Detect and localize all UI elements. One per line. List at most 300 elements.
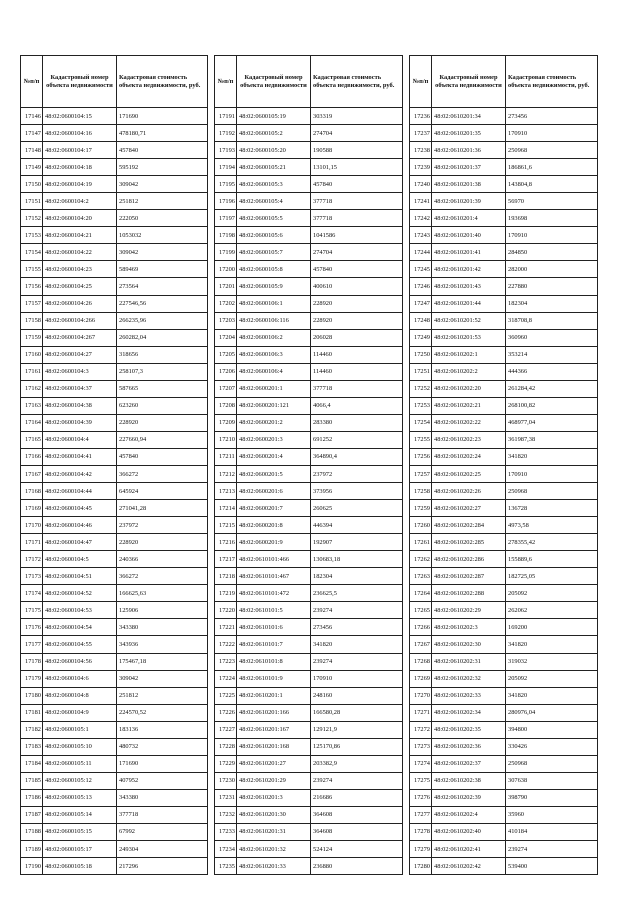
row-number-cell: 17193 bbox=[215, 142, 237, 159]
cadastral-number-cell: 48:02:0600104:21 bbox=[43, 227, 117, 244]
cadastral-value-cell: 249304 bbox=[117, 841, 208, 858]
cadastral-number-cell: 48:02:0600201:1 bbox=[237, 380, 311, 397]
cadastral-value-cell: 407952 bbox=[117, 772, 208, 789]
table-row bbox=[410, 517, 598, 534]
row-number-cell: 17156 bbox=[21, 278, 43, 295]
row-number-cell: 17234 bbox=[215, 841, 237, 858]
table-row bbox=[215, 397, 403, 414]
table-row bbox=[215, 193, 403, 210]
table-row bbox=[21, 585, 208, 602]
cadastral-number-cell: 48:02:0610202:36 bbox=[432, 738, 506, 755]
cadastral-number-cell: 48:02:0610201:53 bbox=[432, 329, 506, 346]
table-row bbox=[215, 738, 403, 755]
row-number-cell: 17150 bbox=[21, 176, 43, 193]
cadastral-number-cell: 48:02:0600105:4 bbox=[237, 193, 311, 210]
cadastral-value-cell: 228920 bbox=[311, 312, 403, 329]
cadastral-value-cell: 236625,5 bbox=[311, 585, 403, 602]
cadastral-value-cell: 319032 bbox=[506, 653, 598, 670]
cadastral-value-cell: 373956 bbox=[311, 483, 403, 500]
row-number-cell: 17278 bbox=[410, 823, 432, 840]
table-row bbox=[410, 687, 598, 704]
table-row bbox=[410, 551, 598, 568]
row-number-cell: 17267 bbox=[410, 636, 432, 653]
cadastral-number-cell: 48:02:0610202:38 bbox=[432, 772, 506, 789]
row-number-cell: 17208 bbox=[215, 397, 237, 414]
cadastral-value-cell: 341820 bbox=[506, 448, 598, 465]
cadastral-value-cell: 595192 bbox=[117, 159, 208, 176]
table-row bbox=[215, 278, 403, 295]
cadastral-value-cell: 182304 bbox=[311, 568, 403, 585]
cadastral-number-cell: 48:02:0600104:51 bbox=[43, 568, 117, 585]
row-number-cell: 17260 bbox=[410, 517, 432, 534]
table-row bbox=[215, 176, 403, 193]
cadastral-value-cell: 130683,18 bbox=[311, 551, 403, 568]
cadastral-value-cell: 186861,6 bbox=[506, 159, 598, 176]
table-row bbox=[215, 380, 403, 397]
cadastral-value-cell: 278355,42 bbox=[506, 534, 598, 551]
row-number-cell: 17271 bbox=[410, 704, 432, 721]
cadastral-value-cell: 268100,82 bbox=[506, 397, 598, 414]
cadastral-value-cell: 341820 bbox=[506, 636, 598, 653]
cadastral-number-cell: 48:02:0600104:18 bbox=[43, 159, 117, 176]
cadastral-number-cell: 48:02:0610202:4 bbox=[432, 806, 506, 823]
table-row bbox=[21, 210, 208, 227]
row-number-cell: 17210 bbox=[215, 431, 237, 448]
row-number-cell: 17199 bbox=[215, 244, 237, 261]
cadastral-number-cell: 48:02:0600104:39 bbox=[43, 414, 117, 431]
cadastral-value-cell: 183136 bbox=[117, 721, 208, 738]
table-body bbox=[215, 108, 403, 875]
cadastral-value-cell: 273456 bbox=[311, 619, 403, 636]
table-row bbox=[410, 636, 598, 653]
row-number-cell: 17276 bbox=[410, 789, 432, 806]
cadastral-number-cell: 48:02:0610201:168 bbox=[237, 738, 311, 755]
cadastral-number-cell: 48:02:0610201:42 bbox=[432, 261, 506, 278]
cadastral-value-cell: 170910 bbox=[506, 125, 598, 142]
row-number-cell: 17273 bbox=[410, 738, 432, 755]
row-number-cell: 17243 bbox=[410, 227, 432, 244]
table-row bbox=[410, 278, 598, 295]
cadastral-number-cell: 48:02:0610202:30 bbox=[432, 636, 506, 653]
cadastral-value-cell: 343380 bbox=[117, 789, 208, 806]
cadastral-number-cell: 48:02:0600104:46 bbox=[43, 517, 117, 534]
cadastral-number-cell: 48:02:0600104:52 bbox=[43, 585, 117, 602]
table-row bbox=[21, 295, 208, 312]
cadastral-value-cell: 193698 bbox=[506, 210, 598, 227]
cadastral-number-cell: 48:02:0600104:2 bbox=[43, 193, 117, 210]
row-number-cell: 17185 bbox=[21, 772, 43, 789]
row-number-cell: 17217 bbox=[215, 551, 237, 568]
table-row bbox=[21, 517, 208, 534]
row-number-cell: 17194 bbox=[215, 159, 237, 176]
table-row bbox=[21, 653, 208, 670]
row-number-cell: 17169 bbox=[21, 500, 43, 517]
table-row bbox=[215, 841, 403, 858]
row-number-cell: 17212 bbox=[215, 465, 237, 482]
table-row bbox=[21, 465, 208, 482]
table-row bbox=[21, 738, 208, 755]
cadastral-value-cell: 56970 bbox=[506, 193, 598, 210]
table-row bbox=[410, 193, 598, 210]
table-row bbox=[410, 227, 598, 244]
cadastral-table-3 bbox=[409, 55, 598, 875]
cadastral-value-cell: 353214 bbox=[506, 346, 598, 363]
row-number-cell: 17272 bbox=[410, 721, 432, 738]
row-number-cell: 17204 bbox=[215, 329, 237, 346]
row-number-cell: 17173 bbox=[21, 568, 43, 585]
row-number-cell: 17279 bbox=[410, 841, 432, 858]
cadastral-number-cell: 48:02:0610101:467 bbox=[237, 568, 311, 585]
cadastral-value-cell: 457840 bbox=[117, 142, 208, 159]
row-number-cell: 17233 bbox=[215, 823, 237, 840]
row-number-cell: 17190 bbox=[21, 858, 43, 875]
cadastral-value-cell: 155889,6 bbox=[506, 551, 598, 568]
row-number-cell: 17231 bbox=[215, 789, 237, 806]
table-row bbox=[215, 551, 403, 568]
cadastral-number-cell: 48:02:0600105:13 bbox=[43, 789, 117, 806]
table-row bbox=[410, 329, 598, 346]
cadastral-value-cell: 13101,15 bbox=[311, 159, 403, 176]
table-row bbox=[215, 448, 403, 465]
cadastral-number-cell: 48:02:0600104:27 bbox=[43, 346, 117, 363]
table-body bbox=[410, 108, 598, 875]
cadastral-number-cell: 48:02:0610201:166 bbox=[237, 704, 311, 721]
cadastral-value-cell: 360960 bbox=[506, 329, 598, 346]
cadastral-value-cell: 394800 bbox=[506, 721, 598, 738]
row-number-cell: 17176 bbox=[21, 619, 43, 636]
table-row bbox=[215, 789, 403, 806]
row-number-cell: 17247 bbox=[410, 295, 432, 312]
row-number-cell: 17174 bbox=[21, 585, 43, 602]
cadastral-value-cell: 364608 bbox=[311, 823, 403, 840]
cadastral-value-cell: 273564 bbox=[117, 278, 208, 295]
cadastral-number-cell: 48:02:0600104:26 bbox=[43, 295, 117, 312]
cadastral-number-cell: 48:02:0610202:29 bbox=[432, 602, 506, 619]
cadastral-number-cell: 48:02:0610201:1 bbox=[237, 687, 311, 704]
cadastral-value-cell: 224570,52 bbox=[117, 704, 208, 721]
table-row bbox=[410, 704, 598, 721]
header-value: Кадастровая стоимость объекта недвижимости, руб. bbox=[117, 56, 208, 108]
table-row bbox=[410, 346, 598, 363]
cadastral-number-cell: 48:02:0600201:121 bbox=[237, 397, 311, 414]
cadastral-number-cell: 48:02:0600105:21 bbox=[237, 159, 311, 176]
cadastral-value-cell: 309042 bbox=[117, 244, 208, 261]
table-row bbox=[215, 431, 403, 448]
table-row bbox=[21, 329, 208, 346]
cadastral-number-cell: 48:02:0610201:34 bbox=[432, 108, 506, 125]
cadastral-value-cell: 228920 bbox=[117, 414, 208, 431]
cadastral-value-cell: 250968 bbox=[506, 483, 598, 500]
table-body bbox=[21, 108, 208, 875]
table-row bbox=[21, 227, 208, 244]
table-row bbox=[215, 142, 403, 159]
row-number-cell: 17269 bbox=[410, 670, 432, 687]
table-row bbox=[21, 108, 208, 125]
table-row bbox=[21, 414, 208, 431]
row-number-cell: 17251 bbox=[410, 363, 432, 380]
cadastral-number-cell: 48:02:0600201:2 bbox=[237, 414, 311, 431]
row-number-cell: 17244 bbox=[410, 244, 432, 261]
table-row bbox=[215, 534, 403, 551]
cadastral-value-cell: 623260 bbox=[117, 397, 208, 414]
row-number-cell: 17224 bbox=[215, 670, 237, 687]
table-row bbox=[410, 397, 598, 414]
cadastral-number-cell: 48:02:0610202:26 bbox=[432, 483, 506, 500]
table-row bbox=[21, 500, 208, 517]
cadastral-value-cell: 182725,05 bbox=[506, 568, 598, 585]
cadastral-number-cell: 48:02:0600104:15 bbox=[43, 108, 117, 125]
table-row bbox=[21, 176, 208, 193]
cadastral-value-cell: 318708,8 bbox=[506, 312, 598, 329]
cadastral-number-cell: 48:02:0600106:3 bbox=[237, 346, 311, 363]
cadastral-number-cell: 48:02:0610202:286 bbox=[432, 551, 506, 568]
table-row bbox=[21, 806, 208, 823]
cadastral-number-cell: 48:02:0610202:288 bbox=[432, 585, 506, 602]
table-row bbox=[21, 142, 208, 159]
cadastral-number-cell: 48:02:0600105:5 bbox=[237, 210, 311, 227]
cadastral-value-cell: 166625,63 bbox=[117, 585, 208, 602]
table-row bbox=[215, 806, 403, 823]
row-number-cell: 17186 bbox=[21, 789, 43, 806]
cadastral-value-cell: 539400 bbox=[506, 858, 598, 875]
row-number-cell: 17189 bbox=[21, 841, 43, 858]
cadastral-value-cell: 303319 bbox=[311, 108, 403, 125]
cadastral-number-cell: 48:02:0600104:20 bbox=[43, 210, 117, 227]
cadastral-number-cell: 48:02:0610202:27 bbox=[432, 500, 506, 517]
row-number-cell: 17237 bbox=[410, 125, 432, 142]
table-row bbox=[21, 312, 208, 329]
cadastral-value-cell: 170910 bbox=[506, 227, 598, 244]
table-row bbox=[215, 108, 403, 125]
table-row bbox=[410, 125, 598, 142]
table-row bbox=[215, 483, 403, 500]
table-row bbox=[21, 789, 208, 806]
cadastral-value-cell: 4066,4 bbox=[311, 397, 403, 414]
row-number-cell: 17259 bbox=[410, 500, 432, 517]
row-number-cell: 17170 bbox=[21, 517, 43, 534]
cadastral-value-cell: 587665 bbox=[117, 380, 208, 397]
table-row bbox=[21, 346, 208, 363]
cadastral-number-cell: 48:02:0600104:22 bbox=[43, 244, 117, 261]
cadastral-value-cell: 377718 bbox=[311, 380, 403, 397]
table-row bbox=[21, 687, 208, 704]
row-number-cell: 17254 bbox=[410, 414, 432, 431]
cadastral-number-cell: 48:02:0600105:20 bbox=[237, 142, 311, 159]
table-row bbox=[410, 159, 598, 176]
header-cadastral: Кадастровый номер объекта недвижимости bbox=[432, 56, 506, 108]
cadastral-number-cell: 48:02:0610202:39 bbox=[432, 789, 506, 806]
row-number-cell: 17225 bbox=[215, 687, 237, 704]
table-row bbox=[21, 568, 208, 585]
cadastral-number-cell: 48:02:0600105:2 bbox=[237, 125, 311, 142]
table-row bbox=[410, 500, 598, 517]
table-row bbox=[21, 483, 208, 500]
table-row bbox=[215, 585, 403, 602]
cadastral-value-cell: 182304 bbox=[506, 295, 598, 312]
row-number-cell: 17253 bbox=[410, 397, 432, 414]
cadastral-number-cell: 48:02:0600201:8 bbox=[237, 517, 311, 534]
cadastral-value-cell: 1053032 bbox=[117, 227, 208, 244]
cadastral-number-cell: 48:02:0610101:7 bbox=[237, 636, 311, 653]
cadastral-value-cell: 524124 bbox=[311, 841, 403, 858]
cadastral-value-cell: 170910 bbox=[311, 670, 403, 687]
table-row bbox=[21, 823, 208, 840]
cadastral-value-cell: 366272 bbox=[117, 465, 208, 482]
table-row bbox=[410, 534, 598, 551]
table-row bbox=[21, 534, 208, 551]
table-row bbox=[410, 823, 598, 840]
table-row bbox=[410, 653, 598, 670]
cadastral-value-cell: 166580,28 bbox=[311, 704, 403, 721]
row-number-cell: 17239 bbox=[410, 159, 432, 176]
table-row bbox=[410, 176, 598, 193]
header-num: №п/п bbox=[215, 56, 237, 108]
cadastral-number-cell: 48:02:0600105:7 bbox=[237, 244, 311, 261]
cadastral-value-cell: 444366 bbox=[506, 363, 598, 380]
cadastral-number-cell: 48:02:0600105:18 bbox=[43, 858, 117, 875]
cadastral-value-cell: 260282,04 bbox=[117, 329, 208, 346]
row-number-cell: 17179 bbox=[21, 670, 43, 687]
row-number-cell: 17162 bbox=[21, 380, 43, 397]
row-number-cell: 17214 bbox=[215, 500, 237, 517]
cadastral-number-cell: 48:02:0600105:6 bbox=[237, 227, 311, 244]
row-number-cell: 17161 bbox=[21, 363, 43, 380]
cadastral-value-cell: 266235,96 bbox=[117, 312, 208, 329]
row-number-cell: 17168 bbox=[21, 483, 43, 500]
cadastral-number-cell: 48:02:0600105:3 bbox=[237, 176, 311, 193]
cadastral-number-cell: 48:02:0600106:116 bbox=[237, 312, 311, 329]
row-number-cell: 17246 bbox=[410, 278, 432, 295]
table-row bbox=[21, 551, 208, 568]
cadastral-number-cell: 48:02:0610202:24 bbox=[432, 448, 506, 465]
cadastral-number-cell: 48:02:0600104:4 bbox=[43, 431, 117, 448]
cadastral-number-cell: 48:02:0600104:3 bbox=[43, 363, 117, 380]
row-number-cell: 17250 bbox=[410, 346, 432, 363]
cadastral-number-cell: 48:02:0600105:19 bbox=[237, 108, 311, 125]
cadastral-value-cell: 341820 bbox=[311, 636, 403, 653]
table-row bbox=[21, 125, 208, 142]
cadastral-number-cell: 48:02:0610201:38 bbox=[432, 176, 506, 193]
cadastral-number-cell: 48:02:0610201:33 bbox=[237, 858, 311, 875]
cadastral-value-cell: 4973,58 bbox=[506, 517, 598, 534]
cadastral-number-cell: 48:02:0600104:55 bbox=[43, 636, 117, 653]
cadastral-number-cell: 48:02:0600104:42 bbox=[43, 465, 117, 482]
table-row bbox=[215, 619, 403, 636]
table-row bbox=[215, 636, 403, 653]
cadastral-number-cell: 48:02:0610202:33 bbox=[432, 687, 506, 704]
cadastral-value-cell: 239274 bbox=[311, 772, 403, 789]
cadastral-number-cell: 48:02:0600105:14 bbox=[43, 806, 117, 823]
cadastral-value-cell: 280976,04 bbox=[506, 704, 598, 721]
row-number-cell: 17163 bbox=[21, 397, 43, 414]
cadastral-value-cell: 377718 bbox=[311, 210, 403, 227]
cadastral-value-cell: 284850 bbox=[506, 244, 598, 261]
cadastral-value-cell: 271041,28 bbox=[117, 500, 208, 517]
table-row bbox=[21, 380, 208, 397]
table-row bbox=[21, 721, 208, 738]
row-number-cell: 17221 bbox=[215, 619, 237, 636]
row-number-cell: 17265 bbox=[410, 602, 432, 619]
header-value: Кадастровая стоимость объекта недвижимости, руб. bbox=[506, 56, 598, 108]
table-row bbox=[410, 210, 598, 227]
cadastral-value-cell: 364608 bbox=[311, 806, 403, 823]
table-row bbox=[215, 772, 403, 789]
row-number-cell: 17206 bbox=[215, 363, 237, 380]
row-number-cell: 17205 bbox=[215, 346, 237, 363]
row-number-cell: 17165 bbox=[21, 431, 43, 448]
cadastral-number-cell: 48:02:0610201:44 bbox=[432, 295, 506, 312]
row-number-cell: 17172 bbox=[21, 551, 43, 568]
row-number-cell: 17202 bbox=[215, 295, 237, 312]
table-row bbox=[410, 841, 598, 858]
cadastral-value-cell: 410184 bbox=[506, 823, 598, 840]
cadastral-value-cell: 341820 bbox=[506, 687, 598, 704]
table-row bbox=[410, 431, 598, 448]
cadastral-value-cell: 446394 bbox=[311, 517, 403, 534]
row-number-cell: 17222 bbox=[215, 636, 237, 653]
cadastral-value-cell: 274704 bbox=[311, 244, 403, 261]
cadastral-value-cell: 377718 bbox=[117, 806, 208, 823]
row-number-cell: 17188 bbox=[21, 823, 43, 840]
cadastral-value-cell: 136728 bbox=[506, 500, 598, 517]
row-number-cell: 17166 bbox=[21, 448, 43, 465]
cadastral-value-cell: 228920 bbox=[117, 534, 208, 551]
cadastral-value-cell: 237972 bbox=[311, 465, 403, 482]
cadastral-number-cell: 48:02:0600105:1 bbox=[43, 721, 117, 738]
table-row bbox=[215, 721, 403, 738]
cadastral-value-cell: 251812 bbox=[117, 193, 208, 210]
cadastral-number-cell: 48:02:0610202:287 bbox=[432, 568, 506, 585]
table-row bbox=[410, 858, 598, 875]
cadastral-number-cell: 48:02:0600104:44 bbox=[43, 483, 117, 500]
row-number-cell: 17167 bbox=[21, 465, 43, 482]
cadastral-value-cell: 361987,38 bbox=[506, 431, 598, 448]
cadastral-number-cell: 48:02:0610101:472 bbox=[237, 585, 311, 602]
cadastral-number-cell: 48:02:0610202:284 bbox=[432, 517, 506, 534]
table-row bbox=[215, 653, 403, 670]
cadastral-value-cell: 114460 bbox=[311, 346, 403, 363]
table-row bbox=[410, 619, 598, 636]
table-row bbox=[215, 602, 403, 619]
cadastral-value-cell: 480732 bbox=[117, 738, 208, 755]
cadastral-value-cell: 250968 bbox=[506, 142, 598, 159]
table-row bbox=[410, 142, 598, 159]
cadastral-value-cell: 222050 bbox=[117, 210, 208, 227]
table-header-row bbox=[21, 56, 208, 108]
cadastral-number-cell: 48:02:0600201:5 bbox=[237, 465, 311, 482]
cadastral-value-cell: 67992 bbox=[117, 823, 208, 840]
row-number-cell: 17192 bbox=[215, 125, 237, 142]
cadastral-value-cell: 457840 bbox=[311, 261, 403, 278]
cadastral-value-cell: 236880 bbox=[311, 858, 403, 875]
cadastral-table-2 bbox=[214, 55, 403, 875]
cadastral-value-cell: 468977,04 bbox=[506, 414, 598, 431]
cadastral-number-cell: 48:02:0600105:15 bbox=[43, 823, 117, 840]
table-row bbox=[21, 448, 208, 465]
row-number-cell: 17197 bbox=[215, 210, 237, 227]
cadastral-value-cell: 35960 bbox=[506, 806, 598, 823]
row-number-cell: 17181 bbox=[21, 704, 43, 721]
row-number-cell: 17153 bbox=[21, 227, 43, 244]
table-row bbox=[410, 772, 598, 789]
row-number-cell: 17191 bbox=[215, 108, 237, 125]
cadastral-number-cell: 48:02:0610202:37 bbox=[432, 755, 506, 772]
cadastral-number-cell: 48:02:0600106:1 bbox=[237, 295, 311, 312]
cadastral-value-cell: 203382,9 bbox=[311, 755, 403, 772]
cadastral-number-cell: 48:02:0610201:37 bbox=[432, 159, 506, 176]
cadastral-value-cell: 192907 bbox=[311, 534, 403, 551]
row-number-cell: 17280 bbox=[410, 858, 432, 875]
